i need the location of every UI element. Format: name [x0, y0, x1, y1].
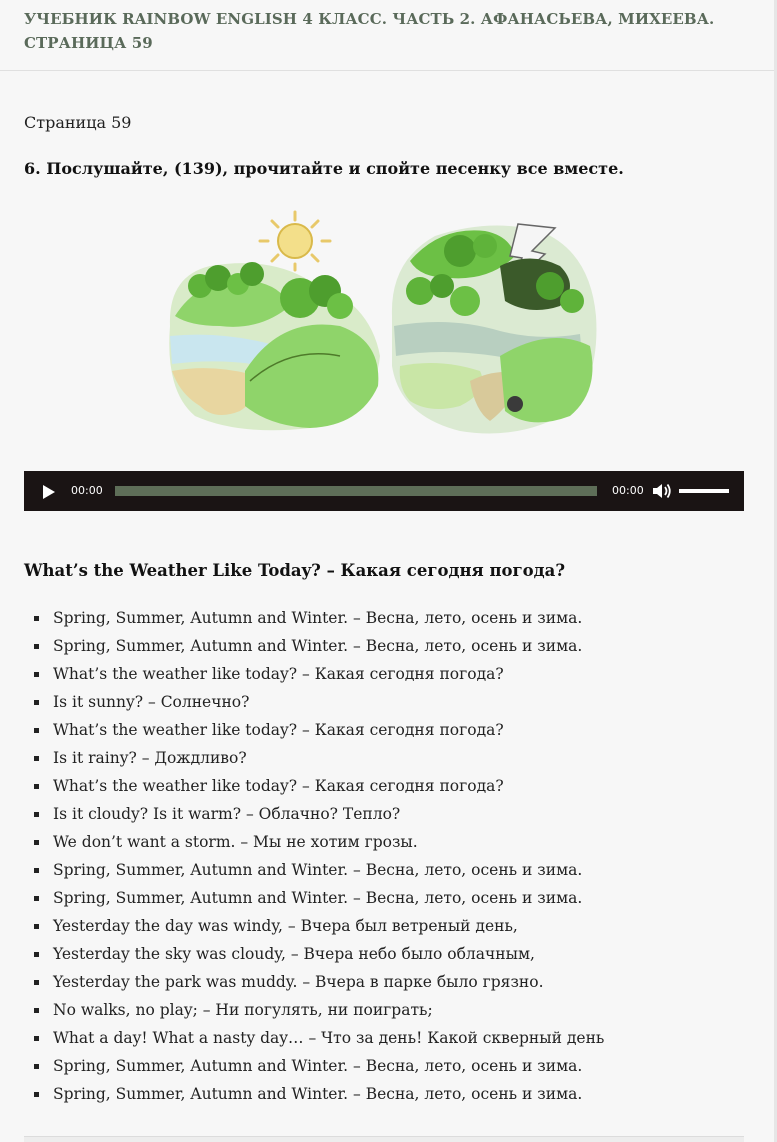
stormy-landscape-image [392, 224, 597, 434]
lyrics-line: What’s the weather like today? – Какая сегодня погода? [24, 716, 764, 744]
lyrics-line: What a day! What a nasty day… – Что за день! Какой скверный день [24, 1024, 764, 1052]
sunny-landscape-image [169, 212, 380, 430]
lyrics-line: We don’t want a storm. – Мы не хотим грозы. [24, 828, 764, 856]
task-heading: 6. Послушайте, (139), прочитайте и спойте песенку все вместе. [24, 159, 624, 178]
lyrics-line: Spring, Summer, Autumn and Winter. – Весна, лето, осень и зима. [24, 856, 764, 884]
lyrics-line: Spring, Summer, Autumn and Winter. – Весна, лето, осень и зима. [24, 632, 764, 660]
duration: 00:00 [612, 484, 644, 497]
lyrics-line: Is it sunny? – Солнечно? [24, 688, 764, 716]
speaker-icon [651, 481, 673, 501]
lyrics-line: Spring, Summer, Autumn and Winter. – Весна, лето, осень и зима. [24, 1080, 764, 1108]
song-title: What’s the Weather Like Today? – Какая сегодня погода? [24, 561, 566, 580]
progress-bar[interactable] [115, 486, 597, 496]
lyrics-line: Is it cloudy? Is it warm? – Облачно? Тепло? [24, 800, 764, 828]
lyrics-line: No walks, no play; – Ни погулять, ни поиграть; [24, 996, 764, 1024]
site-header [0, 0, 777, 71]
volume-slider[interactable] [679, 489, 729, 493]
lyrics-line: Yesterday the day was windy, – Вчера был ветреный день, [24, 912, 764, 940]
lyrics-line: Is it rainy? – Дождливо? [24, 744, 764, 772]
lyrics-line: What’s the weather like today? – Какая сегодня погода? [24, 660, 764, 688]
lyrics-line: Yesterday the sky was cloudy, – Вчера небо было облачным, [24, 940, 764, 968]
weather-illustration [160, 206, 604, 446]
lyrics-list [24, 604, 764, 1108]
lyrics-line: Spring, Summer, Autumn and Winter. – Весна, лето, осень и зима. [24, 884, 764, 912]
lyrics-line: What’s the weather like today? – Какая сегодня погода? [24, 772, 764, 800]
lyrics-line: Spring, Summer, Autumn and Winter. – Весна, лето, осень и зима. [24, 1052, 764, 1080]
play-button[interactable] [38, 482, 58, 502]
page-title: УЧЕБНИК RAINBOW ENGLISH 4 КЛАСС. ЧАСТЬ 2. АФАНАСЬЕВА, МИХЕЕВА. СТРАНИЦА 59 [24, 10, 715, 52]
lyrics-line: Spring, Summer, Autumn and Winter. – Весна, лето, осень и зима. [24, 604, 764, 632]
content-divider [24, 1136, 744, 1142]
audio-player [24, 471, 744, 511]
page-label: Страница 59 [24, 113, 132, 132]
current-time: 00:00 [71, 484, 103, 497]
mute-button[interactable] [651, 481, 673, 501]
lyrics-line: Yesterday the park was muddy. – Вчера в парке было грязно. [24, 968, 764, 996]
play-icon [38, 482, 58, 502]
